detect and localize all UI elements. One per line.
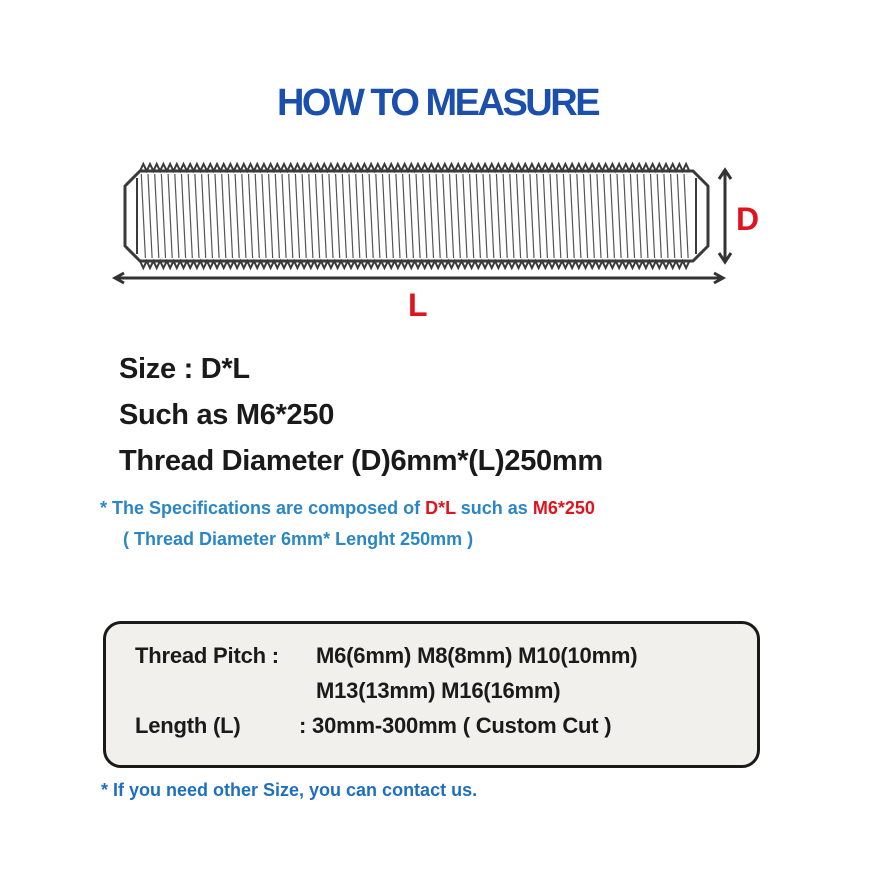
- length-label-text: Length (L): [135, 713, 241, 738]
- size-formula: Size : D*L: [119, 353, 250, 385]
- specification-note-detail: ( Thread Diameter 6mm* Lenght 250mm ): [123, 529, 474, 549]
- page-title: HOW TO MEASURE: [276, 82, 599, 124]
- diameter-dimension-arrow: [719, 170, 731, 262]
- size-example: Such as M6*250: [119, 399, 335, 431]
- size-explanation: Thread Diameter (D)6mm*(L)250mm: [119, 445, 603, 477]
- length-dimension-arrow: [115, 273, 723, 283]
- contact-note: * If you need other Size, you can contact us.: [101, 780, 478, 800]
- diameter-label: D: [736, 201, 760, 237]
- spec-box: [103, 621, 760, 768]
- specification-note: [100, 498, 595, 519]
- spec-note-middle: such as: [455, 498, 533, 518]
- length-label: L: [408, 287, 428, 323]
- threaded-rod: [125, 164, 708, 268]
- thread-pitch-values-row2: M13(13mm) M16(16mm): [316, 678, 561, 703]
- thread-pitch-label: Thread Pitch :: [135, 643, 279, 668]
- length-value: : 30mm-300mm ( Custom Cut ): [299, 713, 612, 738]
- spec-note-prefix: * The Specifications are composed of: [100, 498, 426, 518]
- spec-note-example: M6*250: [532, 498, 595, 518]
- thread-pitch-values-row1: M6(6mm) M8(8mm) M10(10mm): [316, 643, 638, 668]
- size-info: [119, 346, 603, 484]
- spec-note-dl: D*L: [425, 498, 456, 518]
